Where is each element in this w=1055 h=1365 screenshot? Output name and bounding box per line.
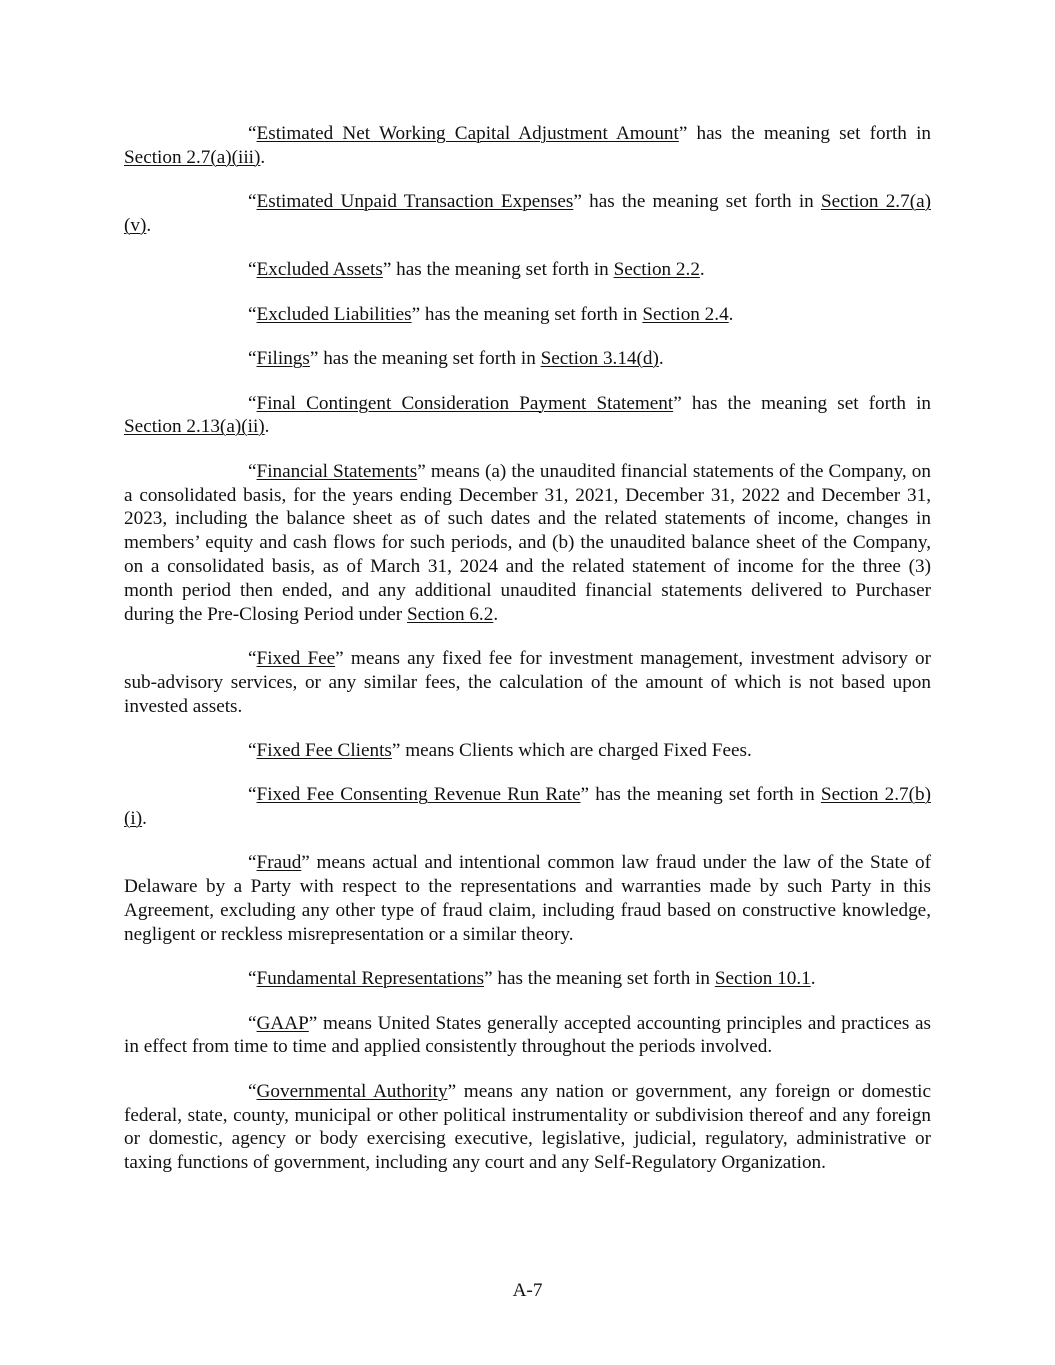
defined-term: Excluded Liabilities (256, 303, 412, 325)
definition-excluded-liabilities: “Excluded Liabilities” has the meaning set forth in Section 2.4. (248, 303, 734, 325)
definition-text: has the meaning set forth in (318, 348, 541, 370)
defined-term: Filings (256, 348, 310, 370)
definition-filings: “Filings” has the meaning set forth in Section 3.14(d). (248, 348, 664, 370)
definition-tail: . (264, 416, 270, 438)
definition-text: means actual and intentional common law fraud under the law of the State of Delaware by a Party with respect to the representations and warranties made by such Party in this Agreement, excluding any other type of fraud claim, including fraud based on constructive knowledge, negligent or reckless misrepresentation or a similar theory. (124, 852, 931, 945)
definition-text: has the meaning set forth in (391, 259, 614, 281)
definition-financial-statements: “Financial Statements” means (a) the unaudited financial statements of the Company, on a consolidated basis, for the years ending December 31, 2021, December 31, 2022 and December 31, 2023, including the balance sheet as of such dates and the related statements of income, changes in members’ equity and cash flows for such periods, and (b) the unaudited balance sheet of the Company, on a consolidated basis, as of March 31, 2024 and the related statement of income for the three (3) month period then ended, and any additional unaudited financial statements delivered to Purchaser during the Pre-Closing Period under Section 6.2. (124, 460, 931, 625)
definition-tail: . (146, 214, 152, 236)
definition-text: means any nation or government, any foreign or domestic federal, state, county, municipal or other political instrumentality or subdivision thereof and any foreign or domestic, agency or body exercising executive, legislative, judicial, regulatory, administrative or taxing functions of government, including any court and any Self-Regulatory Organization. (124, 1080, 931, 1174)
section-reference: Section 3.14(d) (540, 348, 659, 370)
section-reference: Section 10.1 (714, 968, 811, 990)
definition-tail: . (260, 146, 266, 168)
definition-fixed-fee-clients: “Fixed Fee Clients” means Clients which are charged Fixed Fees. (248, 739, 752, 761)
section-reference: Section 2.2 (613, 259, 700, 281)
definition-text: means United States generally accepted accounting principles and practices as in effect from time to time and applied consistently throughout the periods involved. (124, 1012, 931, 1058)
definition-fixed-fee: “Fixed Fee” means any fixed fee for investment management, investment advisory or sub-advisory services, or any similar fees, the calculation of the amount of which is not based upon invested assets. (124, 647, 931, 717)
page-number: A-7 (512, 1280, 543, 1301)
definition-text: has the meaning set forth in (687, 123, 931, 144)
definition-fundamental-representations: “Fundamental Representations” has the meaning set forth in Section 10.1. (248, 968, 816, 990)
definition-text: has the meaning set forth in (492, 968, 715, 990)
definition-text: has the meaning set forth in (589, 784, 821, 806)
definition-text: has the meaning set forth in (681, 392, 931, 414)
definition-estimated-nwc-adjustment-amount: “Estimated Net Working Capital Adjustment Amount” has the meaning set forth in Section 2.7(a)(iii). (124, 123, 931, 168)
definition-text: means any fixed fee for investment management, investment advisory or sub-advisory services, or any similar fees, the calculation of the amount of which is not based upon invested assets. (124, 647, 931, 717)
defined-term: Fraud (256, 852, 302, 874)
defined-term: Financial Statements (256, 460, 418, 482)
definition-text: means Clients which are charged Fixed Fees. (400, 739, 752, 761)
section-reference: Section 2.7(a)(iii) (124, 146, 261, 168)
defined-term: Governmental Authority (256, 1080, 448, 1102)
definition-fixed-fee-consenting-revenue-run-rate: “Fixed Fee Consenting Revenue Run Rate” has the meaning set forth in Section 2.7(b)(i). (124, 784, 931, 830)
definition-tail: . (810, 968, 816, 990)
definition-tail: . (658, 348, 664, 370)
section-reference: Section 2.7(a)(v) (124, 191, 931, 236)
definition-text: means (a) the unaudited financial statements of the Company, on a consolidated basis, for the years ending December 31, 2021, December 31, 2022 and December 31, 2023, including the balance sheet as of such dates and the related statements of income, changes in members’ equity and cash flows for such periods, and (b) the unaudited balance sheet of the Company, on a consolidated basis, as of March 31, 2024 and the related statement of income for the three (3) month period then ended, and any additional unaudited financial statements delivered to Purchaser during the Pre-Closing Period under (124, 460, 931, 625)
defined-term: GAAP (256, 1012, 309, 1034)
definition-governmental-authority: “Governmental Authority” means any nation or government, any foreign or domestic federal, state, county, municipal or other political instrumentality or subdivision thereof and any foreign or domestic, agency or body exercising executive, legislative, judicial, regulatory, administrative or taxing functions of government, including any court and any Self-Regulatory Organization. (124, 1080, 931, 1174)
definition-text: has the meaning set forth in (420, 303, 643, 325)
section-reference: Section 2.7(b)(i) (124, 784, 931, 830)
definition-tail: . (493, 603, 499, 625)
defined-term: Final Contingent Consideration Payment Statement (256, 392, 674, 414)
defined-term: Estimated Net Working Capital Adjustment Amount (256, 123, 679, 144)
definitions-page (124, 122, 931, 1175)
definition-fraud: “Fraud” means actual and intentional common law fraud under the law of the State of Delaware by a Party with respect to the representations and warranties made by such Party in this Agreement, excluding any other type of fraud claim, including fraud based on constructive knowledge, negligent or reckless misrepresentation or a similar theory. (124, 852, 931, 945)
definition-excluded-assets: “Excluded Assets” has the meaning set forth in Section 2.2. (248, 259, 705, 281)
definition-tail: . (142, 808, 147, 830)
definition-tail: . (728, 303, 734, 325)
defined-term: Fixed Fee (256, 647, 336, 669)
defined-term: Fixed Fee Consenting Revenue Run Rate (256, 784, 581, 806)
section-reference: Section 6.2 (406, 603, 494, 625)
defined-term: Excluded Assets (256, 259, 383, 281)
section-reference: Section 2.13(a)(ii) (124, 416, 265, 438)
definition-text: has the meaning set forth in (581, 191, 821, 213)
definition-final-contingent-consideration-payment-statement: “Final Contingent Consideration Payment Statement” has the meaning set forth in Section 2.13(a)(ii). (124, 392, 931, 438)
definition-gaap: “GAAP” means United States generally accepted accounting principles and practices as in effect from time to time and applied consistently throughout the periods involved. (124, 1012, 931, 1058)
defined-term: Fundamental Representations (256, 968, 485, 990)
definition-tail: . (699, 259, 705, 281)
section-reference: Section 2.4 (642, 303, 729, 325)
defined-term: Fixed Fee Clients (256, 739, 392, 761)
definition-estimated-unpaid-transaction-expenses: “Estimated Unpaid Transaction Expenses” has the meaning set forth in Section 2.7(a)(v). (124, 191, 931, 236)
defined-term: Estimated Unpaid Transaction Expenses (256, 191, 574, 213)
